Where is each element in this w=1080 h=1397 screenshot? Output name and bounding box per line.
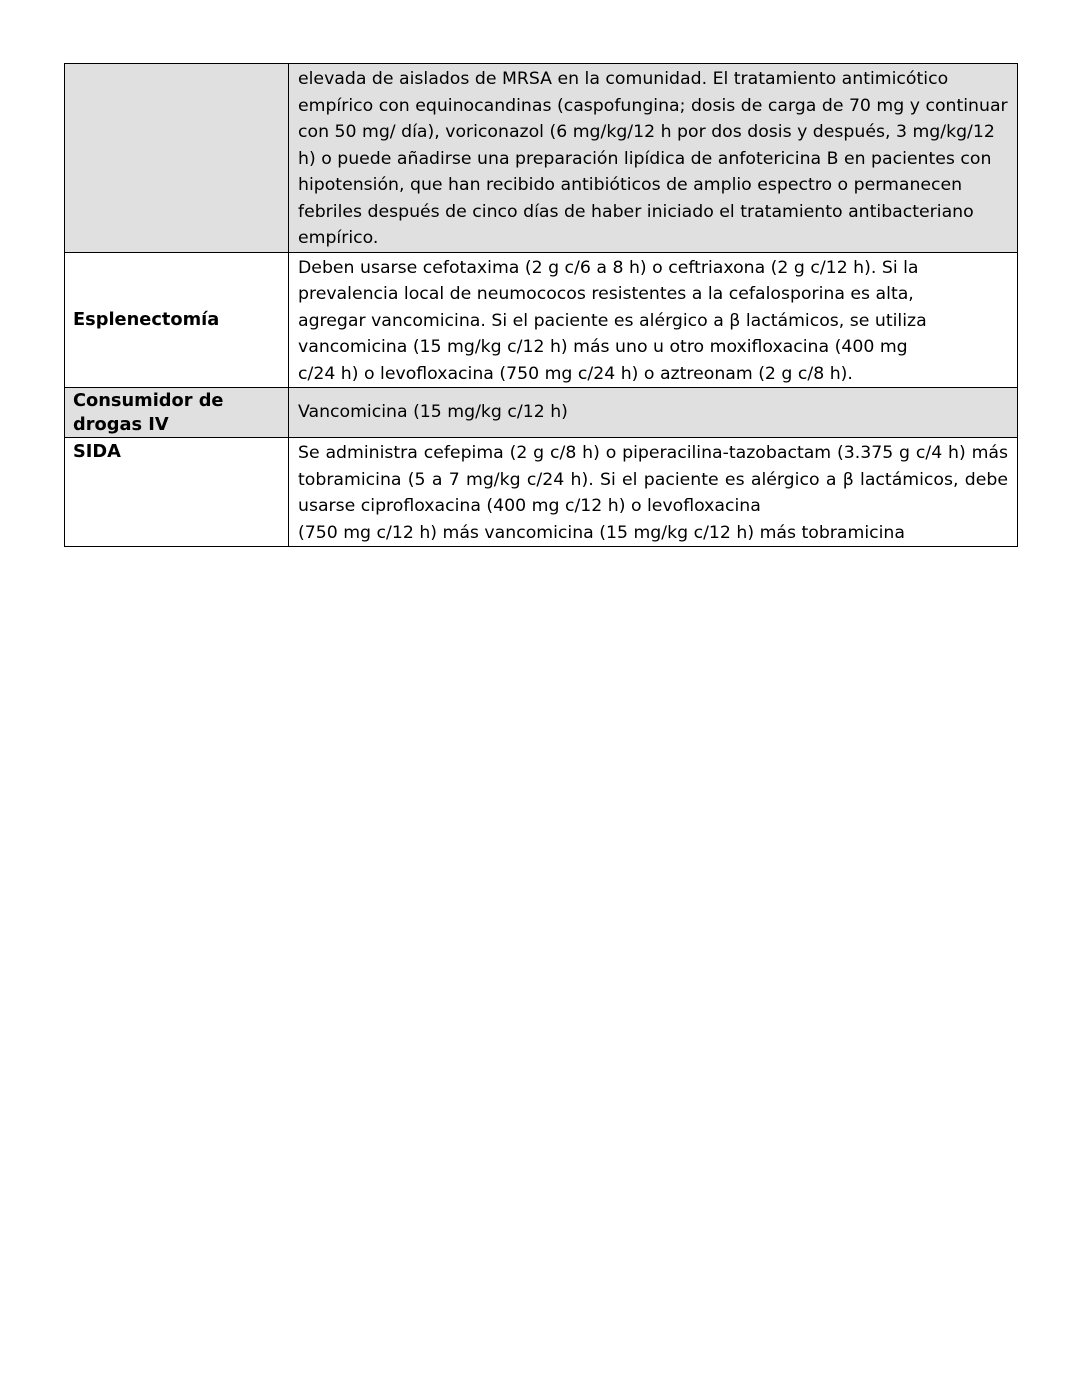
row-text: [289, 252, 1018, 388]
row-label-empty: [65, 64, 289, 253]
row-label: SIDA: [65, 438, 289, 547]
text-line: febriles después de cinco días de haber iniciado el tratamiento antibacteriano: [298, 201, 974, 222]
text-line: empírico.: [298, 228, 379, 248]
text-line: h) o puede añadirse una preparación lipídica de anfotericina B en pacientes con: [298, 148, 992, 169]
text-line: elevada de aislados de MRSA en la comunidad. El tratamiento antimicótico: [298, 69, 949, 89]
text-line: hipotensión, que han recibido antibióticos de amplio espectro o permanecen: [298, 175, 963, 195]
row-text: [289, 64, 1018, 253]
text-line: vancomicina (15 mg/kg c/12 h) más uno u otro moxifloxacina (400 mg: [298, 337, 908, 357]
text-line: c/24 h) o levofloxacina (750 mg c/24 h) o aztreonam (2 g c/8 h).: [298, 363, 853, 384]
table-row-sida: [65, 438, 1018, 547]
text-line: empírico con equinocandinas (caspofungina; dosis de carga de 70 mg y continuar: [298, 95, 1008, 116]
treatment-table: [64, 63, 1018, 547]
text-line: agregar vancomicina. Si el paciente es alérgico a β lactámicos, se utiliza: [298, 310, 927, 331]
text-line: tobramicina (5 a 7 mg/kg c/24 h). Si el paciente es alérgico a β lactámicos, debe: [298, 469, 1008, 490]
table-row-consumidor-drogas: [65, 388, 1018, 438]
text-line: Se administra cefepima (2 g c/8 h) o piperacilina-tazobactam (3.375 g c/4 h) más: [298, 443, 1008, 463]
row-label: Esplenectomía: [65, 252, 289, 388]
text-line: prevalencia local de neumococos resistentes a la cefalosporina es alta,: [298, 284, 914, 304]
table-row-esplenectomia: [65, 252, 1018, 388]
row-text: Vancomicina (15 mg/kg c/12 h): [289, 388, 1018, 438]
row-label-line: Consumidor de: [73, 390, 224, 411]
row-label: [65, 388, 289, 438]
text-line: usarse ciprofloxacina (400 mg c/12 h) o levofloxacina: [298, 496, 761, 516]
table-row-continuation: [65, 64, 1018, 253]
text-line: con 50 mg/ día), voriconazol (6 mg/kg/12 h por dos dosis y después, 3 mg/kg/12: [298, 122, 995, 142]
text-line: (750 mg c/12 h) más vancomicina (15 mg/kg c/12 h) más tobramicina: [298, 522, 905, 543]
text-line: Deben usarse cefotaxima (2 g c/6 a 8 h) o ceftriaxona (2 g c/12 h). Si la: [298, 257, 919, 278]
row-text: [289, 438, 1018, 547]
row-label-line: drogas IV: [73, 414, 169, 435]
